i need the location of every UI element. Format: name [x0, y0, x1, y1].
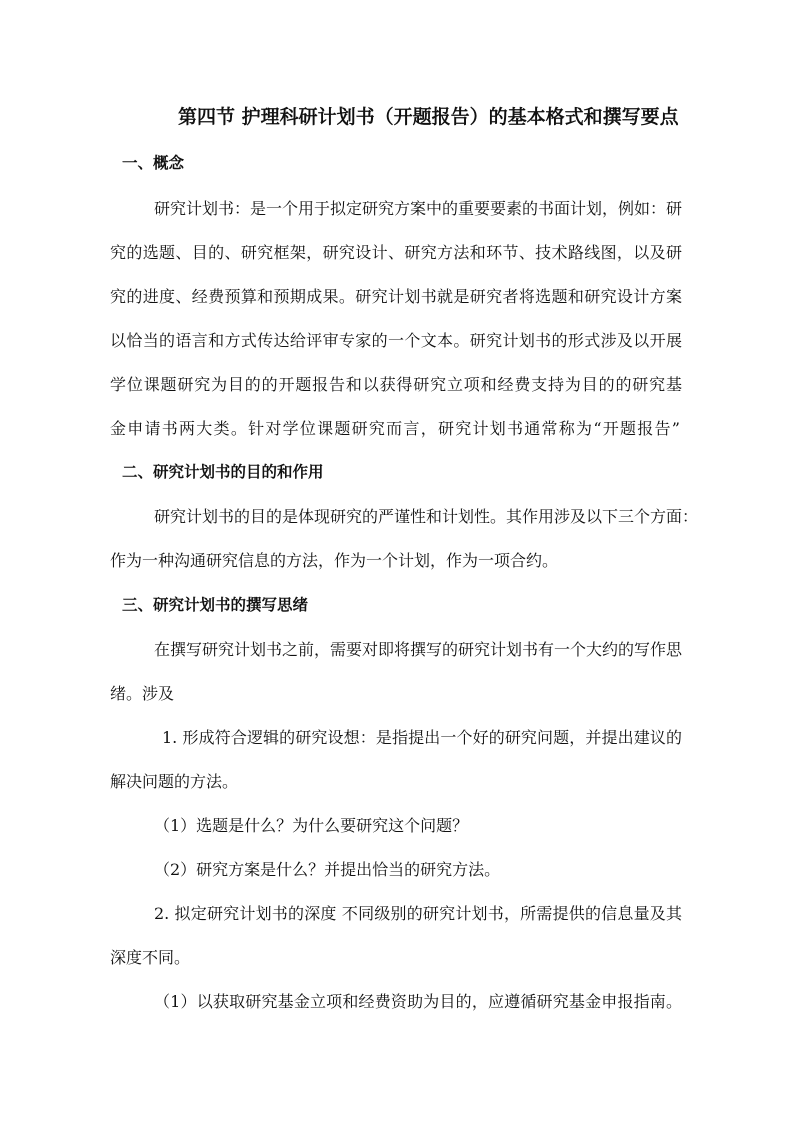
paragraph-line: 金申请书两大类。针对学位课题研究而言，研究计划书通常称为“开题报告” — [110, 419, 680, 438]
paragraph-line: 作为一种沟通研究信息的方法，作为一个计划，作为一项合约。 — [110, 551, 559, 570]
list-item-1: 1. 形成符合逻辑的研究设想：是指提出一个好的研究问题，并提出建议的 — [162, 728, 682, 747]
paragraph-line: 深度不同。 — [110, 948, 191, 967]
list-item-2: 2. 拟定研究计划书的深度 不同级别的研究计划书，所需提供的信息量及其 — [154, 904, 682, 923]
paragraph-line: 学位课题研究为目的的开题报告和以获得研究立项和经费支持为目的的研究基 — [110, 375, 682, 394]
paragraph-line: 在撰写研究计划书之前，需要对即将撰写的研究计划书有一个大约的写作思 — [154, 640, 683, 659]
paragraph-line: 究的进度、经费预算和预期成果。研究计划书就是研究者将选题和研究设计方案 — [110, 287, 682, 306]
paragraph-line: 以恰当的语言和方式传达给评审专家的一个文本。研究计划书的形式涉及以开展 — [110, 331, 682, 350]
sub-item: （1）以获取研究基金立项和经费资助为目的，应遵循研究基金申报指南。 — [154, 992, 682, 1011]
page-title: 第四节 护理科研计划书（开题报告）的基本格式和撰写要点 — [178, 106, 679, 128]
paragraph-line: 究的选题、目的、研究框架，研究设计、研究方法和环节、技术路线图，以及研 — [110, 243, 682, 262]
section-heading-writing-approach: 三、研究计划书的撰写思绪 — [122, 596, 309, 614]
section-heading-purpose: 二、研究计划书的目的和作用 — [122, 463, 324, 481]
paragraph-line: 解决问题的方法。 — [110, 772, 239, 791]
sub-item: （1）选题是什么？为什么要研究这个问题？ — [154, 816, 469, 835]
section-heading-concept: 一、概念 — [122, 154, 185, 172]
paragraph-line: 研究计划书：是一个用于拟定研究方案中的重要要素的书面计划，例如：研 — [154, 199, 683, 218]
paragraph-line: 研究计划书的目的是体现研究的严谨性和计划性。其作用涉及以下三个方面： — [154, 507, 699, 526]
paragraph-line: 绪。涉及 — [110, 684, 175, 703]
sub-item: （2）研究方案是什么？并提出恰当的研究方法。 — [154, 860, 501, 879]
